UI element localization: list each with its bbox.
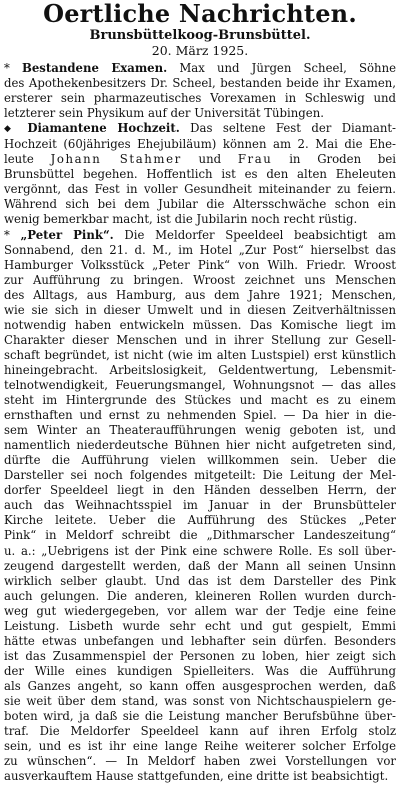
text-run: * [4,227,21,242]
text-run: sie weit über dem stand, was sonst von Nichtschauspielern ge- [4,693,396,708]
text-line [4,243,396,258]
text-run: zur Aufführung zu bringen. Wroost zeichnet uns Menschen [4,272,396,287]
text-line [4,363,396,378]
dateline-place: Brunsbüttelkoog-Brunsbüttel. [89,28,311,43]
text-line [4,333,396,348]
text-line [4,348,396,363]
text-run: des Alltags, aus Hamburg, aus dem Jahre 1921; Menschen, [4,287,396,302]
article-heading: Bestandene Examen. [21,61,168,75]
text-run: als Ganzes angeht, so kann offen ausgesprochen werden, daß [4,678,396,693]
text-line [4,574,396,589]
text-run: Sonnabend, den 21. d. M., im Hotel „Zur Post“ hierselbst das [4,242,396,257]
text-run: letzterer sein Physikum auf der Universität Tübingen. [4,106,324,121]
text-line [4,453,396,468]
text-run: ausverkauftem Hause stattgefunden, eine dritte ist beabsichtigt. [4,769,389,784]
text-run: Die Meldorfer Speeldeel beabsichtigt am [113,227,397,242]
text-line [4,137,396,152]
text-run: zu wünschen“. — In Meldorf haben zwei Vorstellungen vor [4,754,396,769]
text-run: telnotwendigkeit, Feuerungsmangel, Wohnungsnot — das alles [4,377,396,392]
text-line [4,619,396,634]
text-run: Max und Jürgen Scheel, Söhne [167,61,397,75]
text-line [4,709,396,724]
text-run: Hochzeit (60jähriges Ehejubiläum) können am 2. Mai die Ehe- [4,137,396,152]
text-run: Frau [237,152,273,167]
text-run: Hamburger Volksstück „Peter Pink“ von Wilh. Friedr. Wroost [4,257,396,272]
text-run: sein, und es ist ihr eine lange Reihe weiterer solcher Erfolge [4,739,396,754]
text-run: u. a.: „Uebrigens ist der Pink eine schwere Rolle. Es soll über- [4,543,396,558]
text-line [4,393,396,408]
text-run: Das seltene Fest der Diamant- [179,121,396,136]
text-run: Kirche leitete. Ueber die Aufführung des Stückes „Peter [4,513,396,528]
text-run: Während sich bei dem Jubilar die Altersschwäche schon ein [4,197,396,212]
text-line [4,152,396,167]
text-run: Charakter dieser Menschen und in ihrer Stellung zur Gesell- [4,332,396,347]
text-run: hineingebracht. Arbeitslosigkeit, Geldentwertung, Lebensmit- [4,362,396,377]
text-line [4,408,396,423]
text-line [4,273,396,288]
text-line [4,167,396,182]
text-run: des Apothekenbesitzers Dr. Scheel, bestanden beide ihr Examen, [4,76,396,91]
text-run: dürfte die Aufführung vielen willkommen sein. Ueber die [4,453,396,468]
text-line [4,378,396,393]
text-run: * [4,61,22,75]
text-line [4,303,396,318]
text-line [4,498,396,513]
text-line [4,528,396,543]
text-line [4,121,396,137]
text-run: wie sie sich in dieser Umwelt und in diesen Zeitverhältnissen [4,302,396,317]
text-run: in Groden bei [272,152,397,167]
text-line [4,634,396,649]
text-run: zeugend dargestellt werden, daß der Mann all seinen Unsinn [4,558,396,573]
text-line [4,754,396,769]
news-article [4,121,396,227]
article-heading: „Peter Pink“. [20,227,114,242]
text-run: notwendig haben entwickeln müssen. Das Komische liegt im [4,317,396,332]
text-line [4,589,396,604]
diamond-icon: ◆ [4,124,28,135]
text-run: und [181,152,238,167]
text-run: Pink“ in Meldorf schreibt die „Dithmarscher Landeszeitung“ [4,528,396,543]
text-run: wirklich selber glaubt. Und das ist dem Darsteller des Pink [4,573,396,588]
text-run: vergönnt, das Fest in voller Gesundheit miteinander zu feiern. [4,182,396,197]
text-line [4,694,396,709]
text-line [4,91,396,106]
text-line [4,604,396,619]
text-run: auch das Weihnachtsspiel im Januar in der Brunsbütteler [4,498,396,513]
text-line [4,258,396,273]
text-run: Brunsbüttel begehen. Hoffentlich ist es den alten Eheleuten [4,167,396,182]
text-run: weg gut wiedergegeben, vor allem war der Tedje eine feine [4,603,396,618]
text-line [4,438,396,453]
text-line [4,468,396,483]
text-run: dorfer Speeldeel liegt in den Händen desselben Herrn, der [4,483,396,498]
text-line [4,76,396,91]
news-article [4,228,396,785]
text-line [4,106,396,121]
text-run: leute [4,152,51,167]
text-line [4,679,396,694]
text-run: namentlich niederdeutsche Bühnen hier nicht aufgetreten sind, [4,438,396,453]
text-run: ist das Zusammenspiel der Personen zu loben, hier zeigt sich [4,648,396,663]
text-run: steht im Hintergrunde des Stückes und macht es zu einem [4,393,396,408]
text-line [4,423,396,438]
text-run: der Wille eines kundigen Spielleiters. Was die Aufführung [4,663,396,678]
text-run: traf. Die Meldorfer Speeldeel kann auf ihren Erfolg stolz [4,724,396,739]
text-line [4,228,396,243]
text-run: Johann Stahmer [50,152,182,167]
text-line [4,559,396,574]
text-run: sem Winter an Theateraufführungen wenig geboten ist, und [4,423,396,438]
text-line [4,288,396,303]
text-run: boten wird, ja daß sie die Leistung mancher Berufsbühne über- [4,709,396,724]
text-line [4,318,396,333]
articles-container [4,61,396,784]
text-line [4,544,396,559]
article-heading: Diamantene Hochzeit. [27,121,180,136]
text-line [4,182,396,197]
text-run: wenig bemerkbar macht, ist die Jubilarin noch recht rüstig. [4,212,358,227]
text-run: schaft begründet, ist nicht (wie im alten Lustspiel) erst künstlich [4,347,396,362]
text-line [4,664,396,679]
text-line [4,769,396,784]
text-line [4,513,396,528]
text-run: auch gelungen. Die anderen, kleineren Rollen wurden durch- [4,588,396,603]
section-title: Oertliche Nachrichten. [43,0,357,28]
text-line [4,649,396,664]
text-line [4,724,396,739]
dateline-date: 20. März 1925. [151,43,249,58]
text-line [4,212,396,227]
text-run: ersterer sein pharmazeutisches Vorexamen in Schleswig und [4,91,396,106]
text-run: Darsteller sei noch folgendes mitgeteilt: Die Leitung der Mel- [4,468,396,483]
text-line [4,739,396,754]
news-article [4,61,396,121]
text-run: Leistung. Lisbeth wurde sehr echt und gut gespielt, Emmi [4,618,396,633]
text-line [4,61,396,76]
text-run: hätte etwas unbefangen und lebhafter sein dürfen. Besonders [4,633,396,648]
text-line [4,197,396,212]
text-line [4,483,396,498]
text-run: ernsthaften und ernst zu nehmenden Spiel. — Da hier in die- [4,408,396,423]
